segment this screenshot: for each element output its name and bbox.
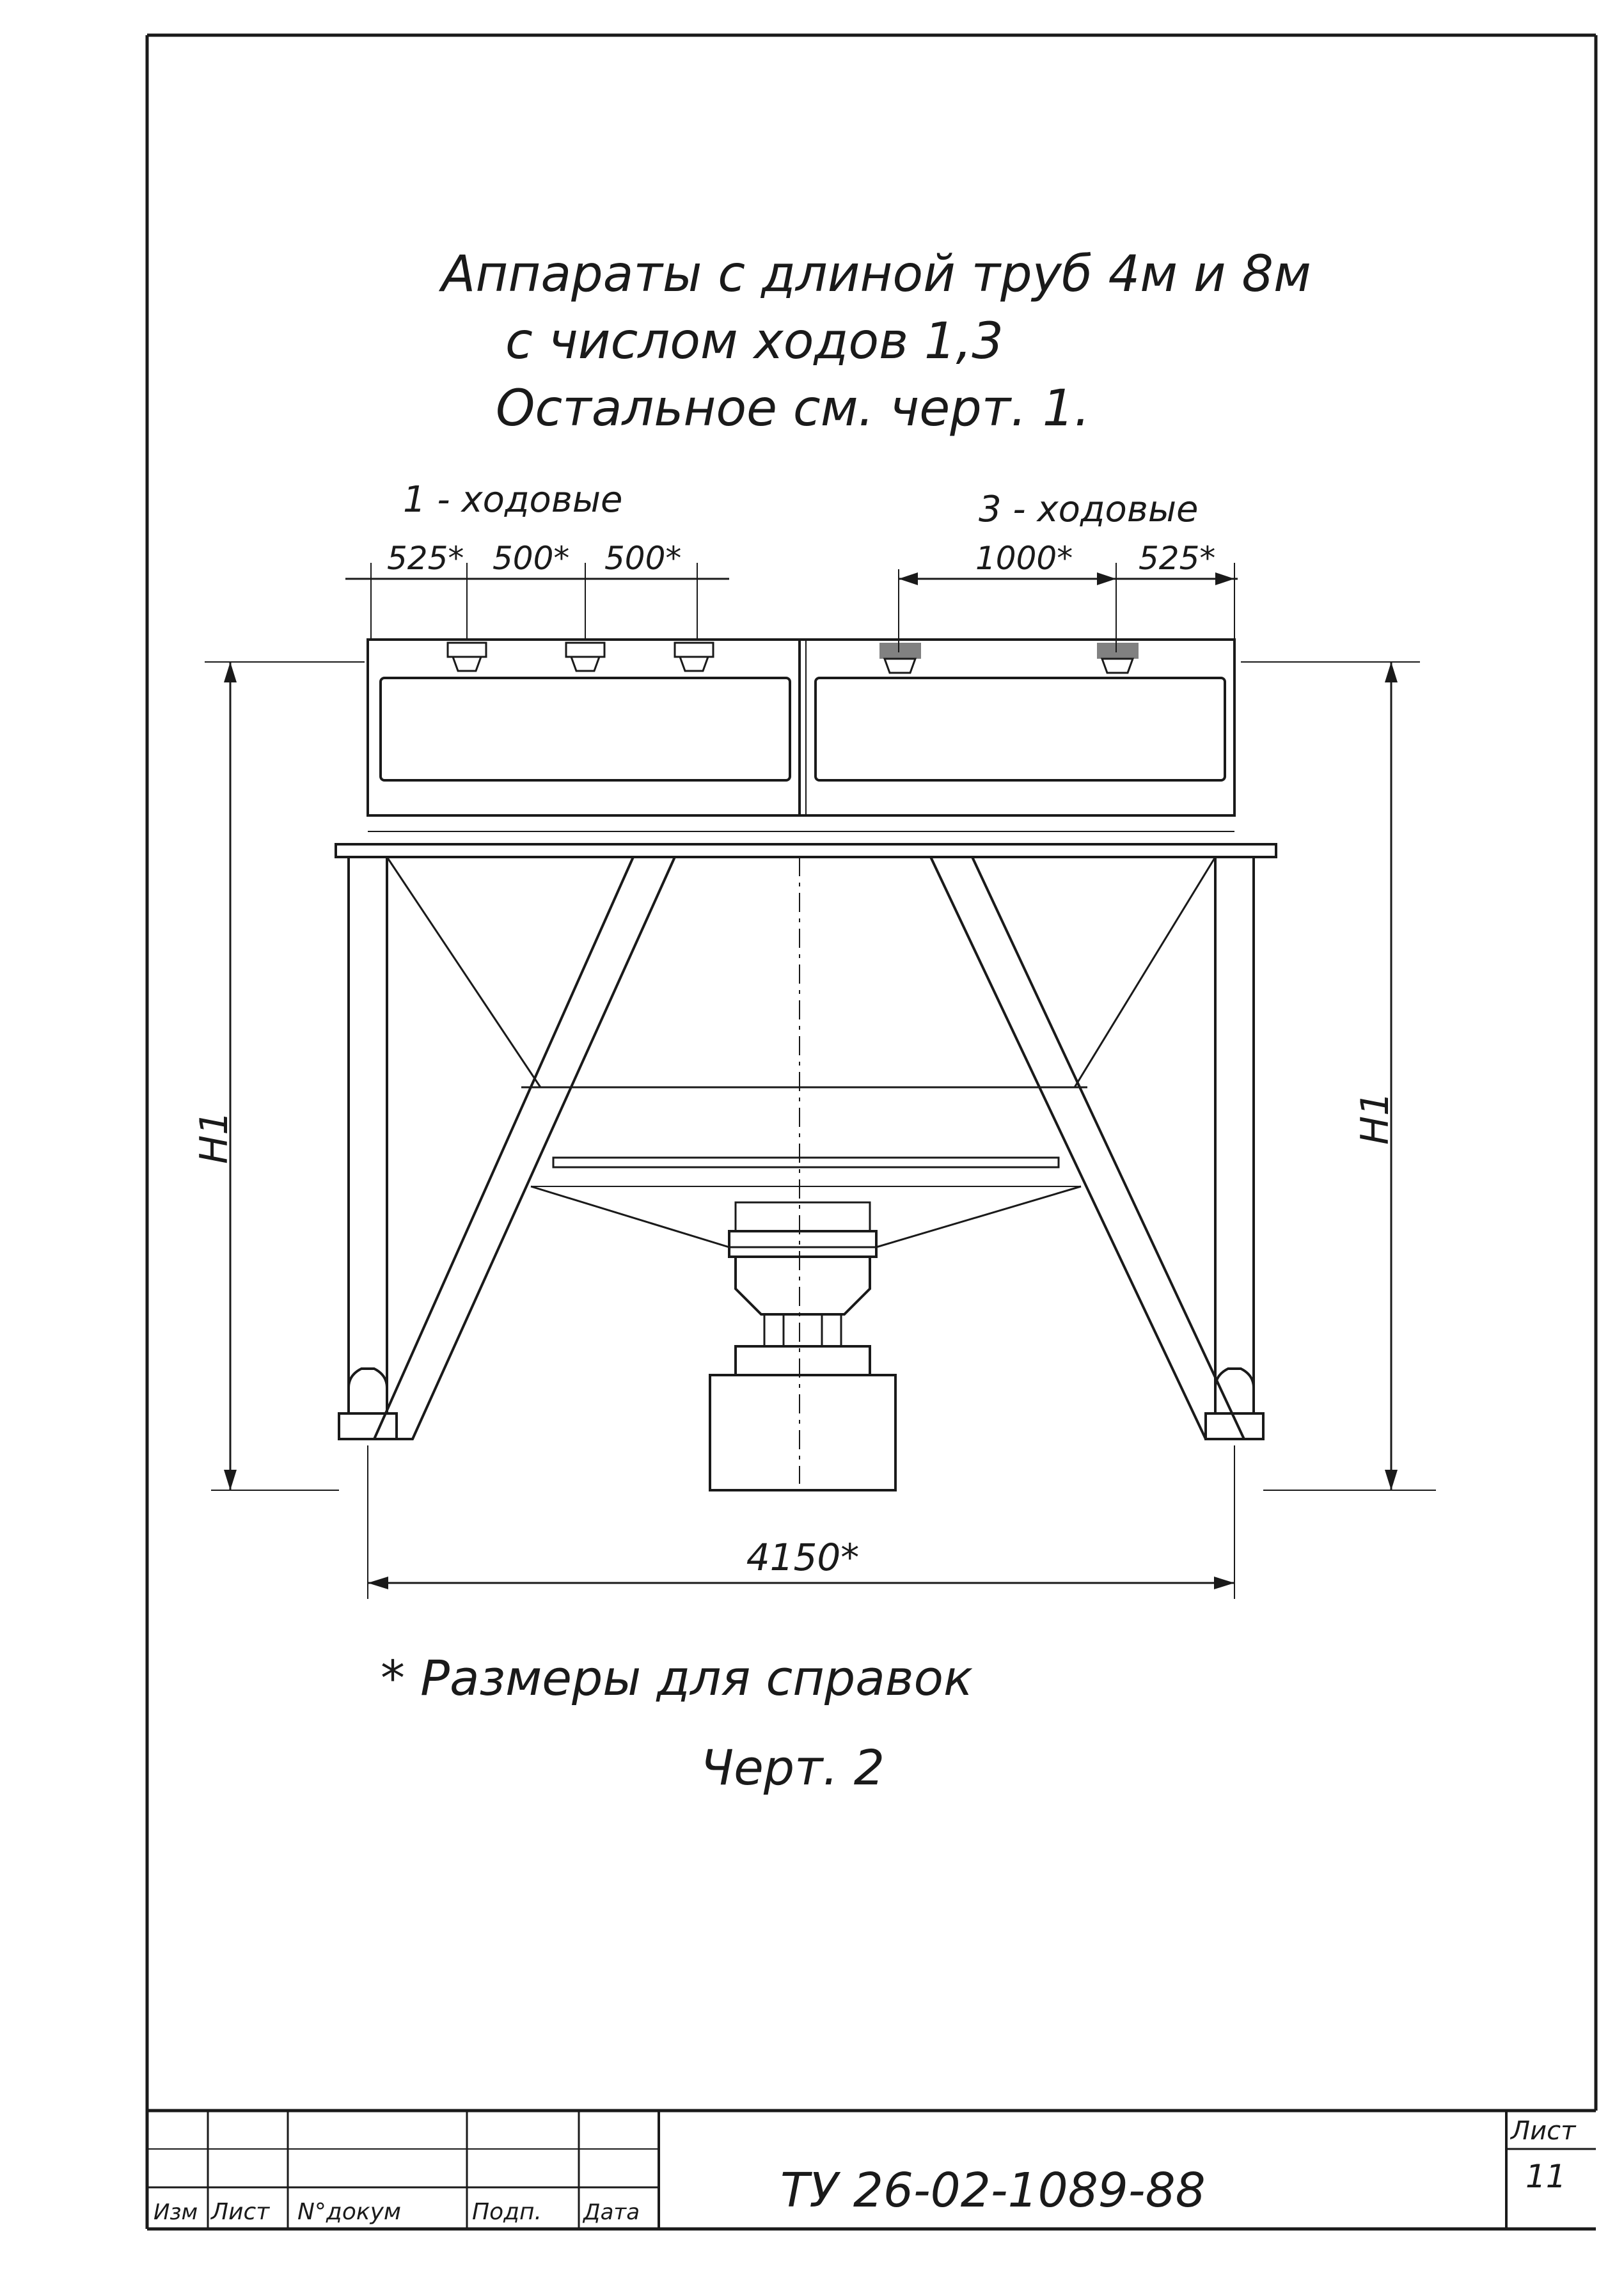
drive-unit	[710, 1202, 895, 1490]
dim-right-1: 1000*	[975, 540, 1073, 577]
nozzles	[448, 643, 1139, 673]
col-doc: N°докум	[297, 2199, 402, 2225]
left-group-label: 1 - ходовые	[403, 479, 623, 521]
figure-label: Черт. 2	[700, 1739, 885, 1796]
dim-left-3: 500*	[604, 540, 682, 577]
document-designation: ТУ 26-02-1089-88	[780, 2163, 1206, 2218]
dim-right-2: 525*	[1139, 540, 1216, 577]
support-frame	[336, 844, 1276, 1484]
dim-left-1: 525*	[387, 540, 464, 577]
nozzle	[675, 643, 713, 671]
nozzle	[448, 643, 486, 671]
sheet-number: 11	[1525, 2158, 1566, 2195]
heading-line-1: Аппараты с длиной труб 4м и 8м	[441, 246, 1311, 303]
width-dimension	[368, 1445, 1234, 1599]
height-dimension-left	[192, 662, 365, 1490]
right-group-label: 3 - ходовые	[979, 489, 1199, 530]
width-dimension-label: 4150*	[746, 1536, 860, 1579]
sheet-label: Лист	[1511, 2116, 1576, 2146]
heading-line-2: с числом ходов 1,3	[505, 313, 1004, 370]
height-label-right: H1	[1353, 1091, 1398, 1145]
nozzle	[1097, 643, 1139, 673]
height-label-left: H1	[192, 1110, 237, 1164]
top-dimension-right	[899, 540, 1238, 652]
heading-line-3: Остальное см. черт. 1.	[496, 380, 1091, 437]
title-block	[147, 2111, 1596, 2229]
heading	[438, 246, 1311, 437]
nozzle	[879, 643, 921, 673]
col-data: Дата	[583, 2199, 640, 2225]
dim-left-2: 500*	[493, 540, 570, 577]
col-izm: Изм	[154, 2199, 198, 2225]
reference-note: * Размеры для справок	[381, 1649, 973, 1706]
apparatus-housing	[368, 640, 1234, 831]
height-dimension-right	[1241, 662, 1436, 1490]
col-podp: Подп.	[472, 2199, 542, 2225]
col-list: Лист	[211, 2199, 270, 2225]
nozzle	[566, 643, 604, 671]
top-dimension-left	[345, 540, 729, 640]
